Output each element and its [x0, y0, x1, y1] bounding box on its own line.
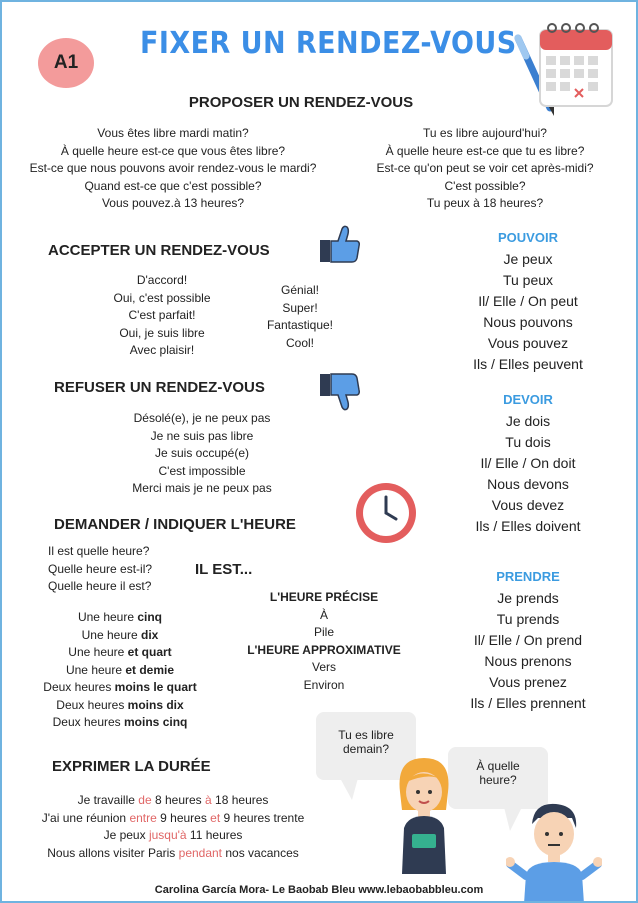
refuse-line: Désolé(e), je ne peux pas — [133, 411, 271, 425]
verb-form: Tu prends — [496, 611, 560, 627]
refuse-heading: REFUSER UN RENDEZ-VOUS — [54, 379, 265, 396]
hours-list — [22, 609, 218, 732]
duration-line: Nous allons visiter Paris pendant nos vacances — [47, 845, 299, 860]
verb-prendre — [450, 569, 606, 714]
duration-line: J'ai une réunion entre 9 heures et 9 heures trente — [41, 810, 305, 825]
propose-formal-line: Vous êtes libre mardi matin? — [97, 126, 249, 140]
accept-line: Oui, je suis libre — [119, 325, 205, 340]
hour-line: Deux heures moins dix — [56, 697, 184, 712]
boy-speech-bubble: À quelle heure? — [448, 747, 548, 809]
thumbs-down-icon — [318, 372, 362, 412]
refuse-line: Je suis occupé(e) — [154, 446, 250, 460]
verb-pouvoir — [450, 230, 606, 375]
time-heading: DEMANDER / INDIQUER L'HEURE — [54, 516, 296, 533]
accept-list — [82, 272, 242, 360]
accept-line: D'accord! — [136, 273, 188, 287]
refuse-line: Merci mais je ne peux pas — [132, 481, 272, 495]
hour-line: Une heure cinq — [77, 610, 163, 624]
verb-form: Tu dois — [505, 434, 551, 450]
hour-line: Une heure dix — [81, 627, 159, 642]
duration-line: Je travaille de 8 heures à 18 heures — [77, 793, 269, 807]
approx-heading: L'HEURE APPROXIMATIVE — [247, 642, 401, 657]
approx-word: Environ — [303, 677, 345, 692]
il-est-heading: IL EST... — [195, 561, 253, 578]
propose-informal-line: Tu peux à 18 heures? — [426, 196, 544, 210]
verb-form: Il/ Elle / On prend — [473, 632, 583, 648]
propose-informal-line: Est-ce qu'on peut se voir cet après-midi? — [376, 161, 594, 175]
level-badge: A1 — [38, 38, 94, 88]
girl-illustration — [390, 752, 458, 874]
refuse-list — [112, 410, 292, 498]
hour-line: Deux heures moins le quart — [43, 680, 197, 694]
propose-formal-line: Quand est-ce que c'est possible? — [84, 178, 262, 193]
propose-informal-line: C'est possible? — [444, 178, 526, 193]
verb-name: POUVOIR — [498, 230, 558, 245]
time-questions — [48, 543, 152, 596]
verb-form: Je peux — [503, 251, 553, 267]
time-question: Il est quelle heure? — [48, 544, 150, 558]
duration-list — [22, 792, 324, 862]
accept-line: C'est parfait! — [128, 308, 196, 322]
propose-formal-line: Est-ce que nous pouvons avoir rendez-vous le mardi? — [29, 161, 317, 175]
verb-form: Ils / Elles peuvent — [473, 356, 583, 372]
verb-form: Ils / Elles doivent — [475, 518, 581, 534]
duration-heading: EXPRIMER LA DURÉE — [52, 758, 211, 775]
verb-form: Nous prenons — [484, 653, 572, 669]
girl-speech-bubble: Tu es libre demain? — [316, 712, 416, 780]
verb-form: Nous pouvons — [483, 314, 573, 330]
verb-form: Vous devez — [491, 497, 565, 513]
refuse-line: C'est impossible — [158, 463, 246, 478]
time-question: Quelle heure il est? — [48, 579, 152, 593]
verb-form: Il/ Elle / On doit — [480, 455, 576, 471]
accept-line: Oui, c'est possible — [113, 290, 211, 305]
accept-heading: ACCEPTER UN RENDEZ-VOUS — [48, 242, 270, 259]
bubble-tail — [338, 778, 362, 802]
accept-exclamation: Cool! — [285, 335, 314, 350]
verb-form: Nous devons — [487, 476, 569, 492]
hour-line: Une heure et demie — [65, 662, 175, 677]
footer-credit: Carolina García Mora- Le Baobab Bleu www.lebaobabbleu.com — [154, 884, 484, 896]
page-title: FIXER UN RENDEZ-VOUS — [140, 26, 517, 61]
precise-heading: L'HEURE PRÉCISE — [269, 590, 379, 604]
refuse-line: Je ne suis pas libre — [150, 428, 254, 443]
verb-form: Je dois — [505, 413, 551, 429]
hour-line: Deux heures moins cinq — [52, 715, 188, 729]
precise-word: Pile — [313, 625, 334, 639]
propose-formal-line: À quelle heure est-ce que vous êtes libre? — [60, 143, 286, 158]
propose-informal-line: Tu es libre aujourd'hui? — [423, 126, 547, 140]
precise-approx-box — [224, 589, 424, 694]
duration-line: Je peux jusqu'à 11 heures — [103, 828, 243, 842]
precise-word: À — [319, 607, 328, 622]
verb-form: Ils / Elles prennent — [470, 695, 586, 711]
propose-formal-line: Vous pouvez.à 13 heures? — [101, 196, 245, 210]
propose-heading: PROPOSER UN RENDEZ-VOUS — [188, 94, 414, 111]
verb-form: Je prends — [497, 590, 559, 606]
accept-line: Avec plaisir! — [129, 343, 195, 357]
accept-exclamation: Fantastique! — [266, 318, 334, 332]
thumbs-up-icon — [318, 224, 362, 264]
clock-icon — [354, 481, 418, 545]
accept-exclamation: Génial! — [280, 283, 320, 297]
propose-informal-list — [357, 125, 613, 213]
verb-name: PRENDRE — [496, 569, 560, 584]
verb-form: Vous pouvez — [487, 335, 569, 351]
time-question: Quelle heure est-il? — [48, 561, 153, 576]
propose-formal-list — [10, 125, 336, 213]
verb-form: Tu peux — [502, 272, 554, 288]
verb-name: DEVOIR — [503, 392, 553, 407]
approx-word: Vers — [311, 660, 336, 674]
accept-exclamation: Super! — [282, 300, 318, 315]
verb-devoir — [450, 392, 606, 537]
verb-form: Vous prenez — [489, 674, 567, 690]
verb-form: Il/ Elle / On peut — [478, 293, 578, 309]
propose-informal-line: À quelle heure est-ce que tu es libre? — [385, 143, 585, 158]
accept-exclamations — [254, 282, 346, 352]
hour-line: Une heure et quart — [68, 645, 172, 659]
